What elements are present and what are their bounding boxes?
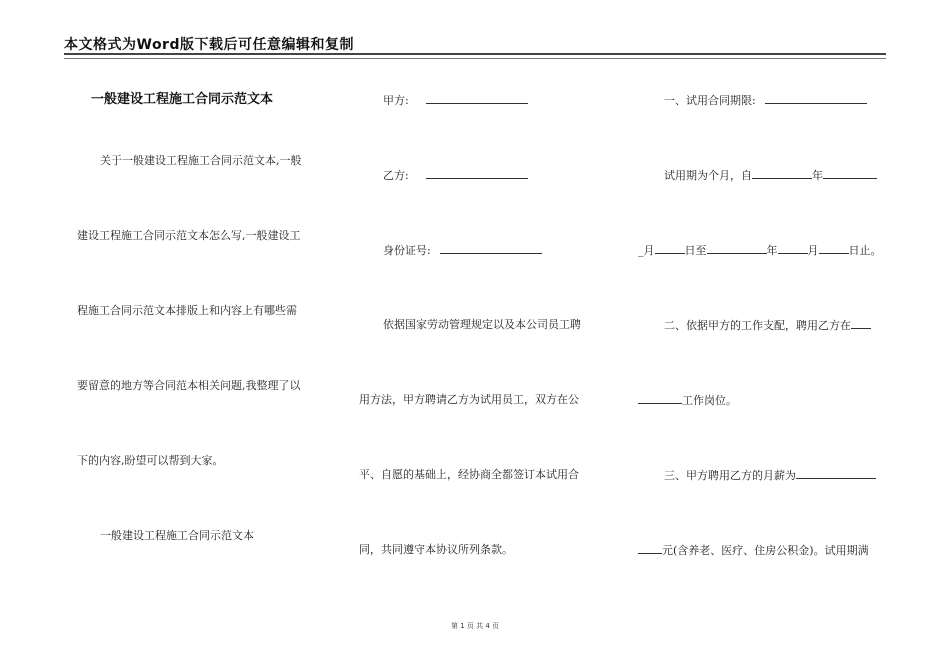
trial-range-line bbox=[638, 243, 882, 258]
trial-text: 试用期为个月，自 bbox=[664, 169, 752, 182]
start-day-blank[interactable] bbox=[655, 243, 685, 254]
start-month-blank[interactable] bbox=[823, 168, 877, 179]
day-to-label: 日至 bbox=[684, 244, 707, 257]
party-a-field bbox=[383, 93, 528, 108]
party-a-blank[interactable] bbox=[426, 93, 528, 104]
party-b-blank[interactable] bbox=[426, 168, 528, 179]
salary-detail-line bbox=[638, 543, 869, 558]
intro-line-3: 程施工合同示范文本排版上和内容上有哪些需 bbox=[77, 304, 297, 317]
work-post-blank-2[interactable] bbox=[638, 393, 682, 404]
end-year-blank[interactable] bbox=[707, 243, 767, 254]
end-day-blank[interactable] bbox=[819, 243, 849, 254]
work-assignment-text: 二、依据甲方的工作支配，聘用乙方在 bbox=[664, 319, 851, 332]
salary-blank[interactable] bbox=[796, 468, 876, 479]
id-number-field bbox=[383, 243, 542, 258]
work-assignment-line bbox=[664, 318, 871, 333]
middle-line-1: 依据国家劳动管理规定以及本公司员工聘 bbox=[383, 318, 581, 331]
intro-line-5: 下的内容,盼望可以帮到大家。 bbox=[77, 454, 224, 467]
trial-period-field bbox=[664, 93, 867, 108]
year-label: 年 bbox=[812, 169, 823, 182]
middle-line-3: 平、自愿的基础上，经协商全都签订本试用合 bbox=[359, 468, 579, 481]
intro-line-1: 关于一般建设工程施工合同示范文本,一般 bbox=[100, 154, 302, 167]
download-banner: 本文格式为Word版下载后可任意编辑和复制 bbox=[64, 37, 354, 53]
year2-label: 年 bbox=[766, 244, 778, 257]
start-year-blank[interactable] bbox=[752, 168, 812, 179]
trial-period-blank[interactable] bbox=[765, 93, 867, 104]
middle-line-2: 用方法，甲方聘请乙方为试用员工，双方在公 bbox=[359, 393, 579, 406]
day-end-label: 日止。 bbox=[848, 244, 882, 257]
document-title: 一般建设工程施工合同示范文本 bbox=[91, 92, 274, 107]
intro-line-4: 要留意的地方等合同范本相关问题,我整理了以 bbox=[77, 379, 301, 392]
end-month-blank[interactable] bbox=[778, 243, 808, 254]
party-a-label: 甲方: bbox=[383, 94, 409, 107]
intro-line-2: 建设工程施工合同示范文本怎么写,一般建设工 bbox=[77, 229, 301, 242]
work-post-line bbox=[638, 393, 737, 408]
trial-period-label: 一、试用合同期限: bbox=[664, 94, 756, 107]
month2-label: 月 bbox=[807, 244, 819, 257]
id-number-blank[interactable] bbox=[440, 243, 542, 254]
middle-line-4: 同，共同遵守本协议所列条款。 bbox=[359, 543, 513, 556]
work-post-text: 工作岗位。 bbox=[682, 394, 737, 407]
work-post-blank-1[interactable] bbox=[851, 318, 871, 329]
header-rule-thick bbox=[64, 53, 886, 55]
section-subtitle: 一般建设工程施工合同示范文本 bbox=[100, 529, 254, 542]
id-number-label: 身份证号: bbox=[383, 244, 431, 257]
salary-text: 三、甲方聘用乙方的月薪为 bbox=[664, 469, 796, 482]
party-b-field bbox=[383, 168, 528, 183]
month-label: _月 bbox=[638, 244, 655, 257]
salary-line bbox=[664, 468, 876, 483]
salary-amount-blank[interactable] bbox=[638, 543, 662, 554]
party-b-label: 乙方: bbox=[383, 169, 409, 182]
trial-start-line bbox=[664, 168, 877, 183]
salary-detail-text: 元(含养老、医疗、住房公积金)。试用期满 bbox=[662, 544, 869, 557]
header-rule-thin bbox=[64, 58, 886, 59]
page-number: 第 1 页 共 4 页 bbox=[450, 622, 500, 630]
